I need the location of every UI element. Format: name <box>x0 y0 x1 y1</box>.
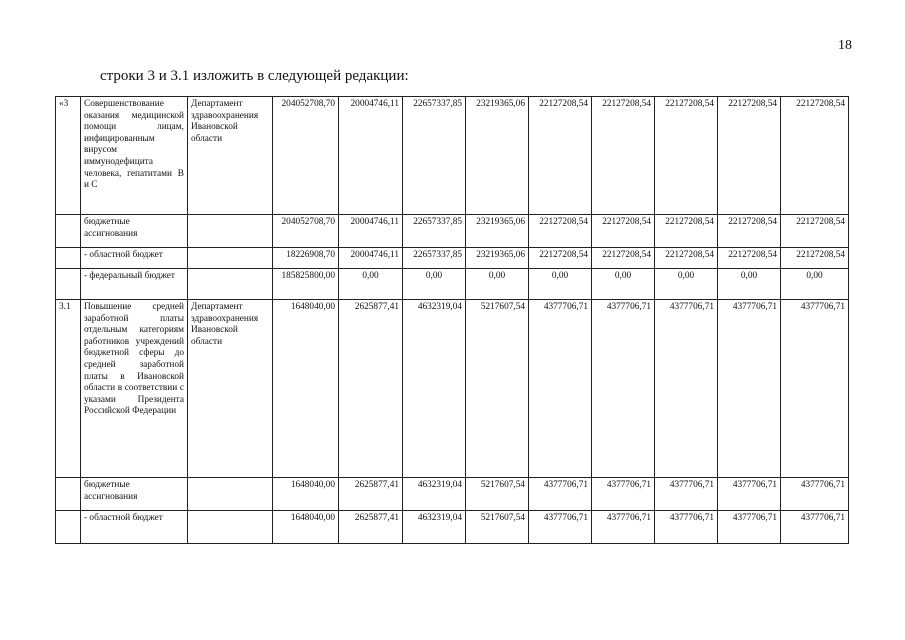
measure-name: бюджетные ассигнования <box>81 478 188 511</box>
measure-name: - областной бюджет <box>81 248 188 269</box>
value-cell: 4377706,71 <box>718 300 781 478</box>
value-cell: 22127208,54 <box>655 248 718 269</box>
department-cell <box>188 269 273 300</box>
value-cell: 4632319,04 <box>403 478 466 511</box>
value-cell: 0,00 <box>403 269 466 300</box>
value-cell: 4377706,71 <box>592 478 655 511</box>
value-cell: 4377706,71 <box>529 300 592 478</box>
measure-name: Повышение средней заработной платы отдельным категориям работников учреждений бюджетной сферы до средней заработной платы в Ивановской области в соответствии с указами Президента Российской Федерации <box>81 300 188 478</box>
value-cell: 20004746,11 <box>339 248 403 269</box>
value-cell: 185825800,00 <box>273 269 339 300</box>
measure-name: - областной бюджет <box>81 511 188 544</box>
value-cell: 0,00 <box>781 269 849 300</box>
value-cell: 20004746,11 <box>339 215 403 248</box>
department-cell <box>188 478 273 511</box>
row-number <box>56 248 81 269</box>
value-cell: 0,00 <box>339 269 403 300</box>
department-cell <box>188 248 273 269</box>
value-cell: 4377706,71 <box>592 300 655 478</box>
department-cell <box>188 215 273 248</box>
value-cell: 0,00 <box>655 269 718 300</box>
value-cell: 4377706,71 <box>655 300 718 478</box>
value-cell: 22127208,54 <box>529 248 592 269</box>
row-number: 3.1 <box>56 300 81 478</box>
page-number: 18 <box>838 38 852 53</box>
value-cell: 23219365,06 <box>466 248 529 269</box>
value-cell: 0,00 <box>529 269 592 300</box>
table-row <box>56 269 849 300</box>
value-cell: 1648040,00 <box>273 300 339 478</box>
value-cell: 4632319,04 <box>403 300 466 478</box>
value-cell: 22127208,54 <box>592 97 655 215</box>
value-cell: 204052708,70 <box>273 215 339 248</box>
value-cell: 4377706,71 <box>781 478 849 511</box>
department-cell: Департамент здравоохранения Ивановской области <box>188 97 273 215</box>
value-cell: 5217607,54 <box>466 478 529 511</box>
value-cell: 22127208,54 <box>592 248 655 269</box>
value-cell: 22127208,54 <box>529 215 592 248</box>
value-cell: 22127208,54 <box>718 215 781 248</box>
value-cell: 22127208,54 <box>655 97 718 215</box>
value-cell: 22127208,54 <box>718 248 781 269</box>
value-cell: 22657337,85 <box>403 97 466 215</box>
value-cell: 22127208,54 <box>655 215 718 248</box>
value-cell: 204052708,70 <box>273 97 339 215</box>
value-cell: 4377706,71 <box>655 511 718 544</box>
value-cell: 4377706,71 <box>781 511 849 544</box>
measure-name: - федеральный бюджет <box>81 269 188 300</box>
value-cell: 18226908,70 <box>273 248 339 269</box>
value-cell: 1648040,00 <box>273 478 339 511</box>
value-cell: 4632319,04 <box>403 511 466 544</box>
value-cell: 5217607,54 <box>466 300 529 478</box>
value-cell: 4377706,71 <box>718 511 781 544</box>
value-cell: 22127208,54 <box>781 215 849 248</box>
table-row <box>56 300 849 478</box>
measure-name: Совершенствование оказания медицинской помощи лицам, инфицированным вирусом иммунодефицита человека, гепатитами В и С <box>81 97 188 215</box>
value-cell: 0,00 <box>592 269 655 300</box>
amendment-heading: строки 3 и 3.1 изложить в следующей редакции: <box>100 68 409 84</box>
value-cell: 0,00 <box>718 269 781 300</box>
value-cell: 2625877,41 <box>339 478 403 511</box>
department-cell: Департамент здравоохранения Ивановской области <box>188 300 273 478</box>
value-cell: 4377706,71 <box>781 300 849 478</box>
value-cell: 22127208,54 <box>781 97 849 215</box>
value-cell: 4377706,71 <box>718 478 781 511</box>
table-row <box>56 215 849 248</box>
value-cell: 20004746,11 <box>339 97 403 215</box>
row-number <box>56 478 81 511</box>
row-number <box>56 511 81 544</box>
value-cell: 22127208,54 <box>592 215 655 248</box>
row-number: «3 <box>56 97 81 215</box>
table-row <box>56 511 849 544</box>
measure-name: бюджетные ассигнования <box>81 215 188 248</box>
value-cell: 23219365,06 <box>466 97 529 215</box>
value-cell: 5217607,54 <box>466 511 529 544</box>
value-cell: 1648040,00 <box>273 511 339 544</box>
value-cell: 22127208,54 <box>781 248 849 269</box>
value-cell: 22657337,85 <box>403 215 466 248</box>
value-cell: 4377706,71 <box>655 478 718 511</box>
table-row <box>56 248 849 269</box>
value-cell: 23219365,06 <box>466 215 529 248</box>
value-cell: 22127208,54 <box>529 97 592 215</box>
row-number <box>56 269 81 300</box>
row-number <box>56 215 81 248</box>
budget-table <box>55 96 849 544</box>
table-row <box>56 478 849 511</box>
value-cell: 22657337,85 <box>403 248 466 269</box>
value-cell: 4377706,71 <box>529 478 592 511</box>
value-cell: 2625877,41 <box>339 300 403 478</box>
table-row <box>56 97 849 215</box>
value-cell: 4377706,71 <box>529 511 592 544</box>
value-cell: 0,00 <box>466 269 529 300</box>
value-cell: 22127208,54 <box>718 97 781 215</box>
department-cell <box>188 511 273 544</box>
value-cell: 4377706,71 <box>592 511 655 544</box>
value-cell: 2625877,41 <box>339 511 403 544</box>
